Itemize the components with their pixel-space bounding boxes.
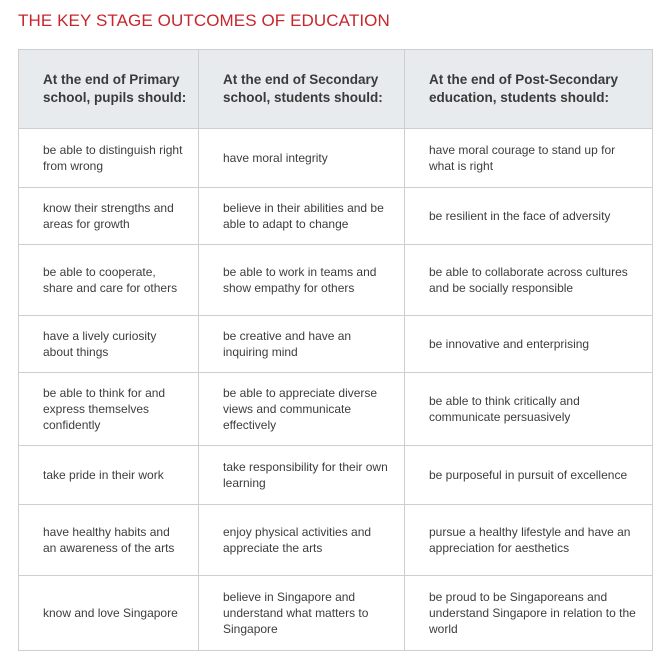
table-row: [19, 505, 653, 576]
cell-post-secondary: be resilient in the face of adversity: [405, 188, 653, 245]
table-row: [19, 446, 653, 505]
cell-post-secondary: be purposeful in pursuit of excellence: [405, 446, 653, 505]
cell-primary: be able to cooperate, share and care for others: [19, 245, 199, 316]
table-row: [19, 373, 653, 446]
header-post-secondary: At the end of Post-Secondary education, students should:: [405, 50, 653, 129]
cell-secondary: enjoy physical activities and appreciate the arts: [199, 505, 405, 576]
cell-primary: have healthy habits and an awareness of the arts: [19, 505, 199, 576]
cell-secondary: believe in their abilities and be able to adapt to change: [199, 188, 405, 245]
cell-post-secondary: have moral courage to stand up for what is right: [405, 129, 653, 188]
cell-primary: know their strengths and areas for growth: [19, 188, 199, 245]
cell-post-secondary: be able to think critically and communicate persuasively: [405, 373, 653, 446]
table-row: [19, 188, 653, 245]
page-title: THE KEY STAGE OUTCOMES OF EDUCATION: [18, 11, 390, 30]
cell-post-secondary: be proud to be Singaporeans and understand Singapore in relation to the world: [405, 576, 653, 651]
outcomes-table: [18, 49, 653, 651]
cell-secondary: take responsibility for their own learning: [199, 446, 405, 505]
cell-primary: take pride in their work: [19, 446, 199, 505]
cell-primary: be able to distinguish right from wrong: [19, 129, 199, 188]
cell-post-secondary: be innovative and enterprising: [405, 316, 653, 373]
cell-secondary: be able to appreciate diverse views and communicate effectively: [199, 373, 405, 446]
cell-primary: know and love Singapore: [19, 576, 199, 651]
header-secondary: At the end of Secondary school, students should:: [199, 50, 405, 129]
cell-post-secondary: be able to collaborate across cultures and be socially responsible: [405, 245, 653, 316]
table-row: [19, 129, 653, 188]
header-primary: At the end of Primary school, pupils should:: [19, 50, 199, 129]
table-row: [19, 316, 653, 373]
cell-secondary: be creative and have an inquiring mind: [199, 316, 405, 373]
cell-primary: be able to think for and express themselves confidently: [19, 373, 199, 446]
cell-secondary: have moral integrity: [199, 129, 405, 188]
cell-post-secondary: pursue a healthy lifestyle and have an appreciation for aesthetics: [405, 505, 653, 576]
table-row: [19, 245, 653, 316]
cell-secondary: be able to work in teams and show empathy for others: [199, 245, 405, 316]
cell-primary: have a lively curiosity about things: [19, 316, 199, 373]
table-header-row: [19, 50, 653, 129]
table-row: [19, 576, 653, 651]
cell-secondary: believe in Singapore and understand what matters to Singapore: [199, 576, 405, 651]
